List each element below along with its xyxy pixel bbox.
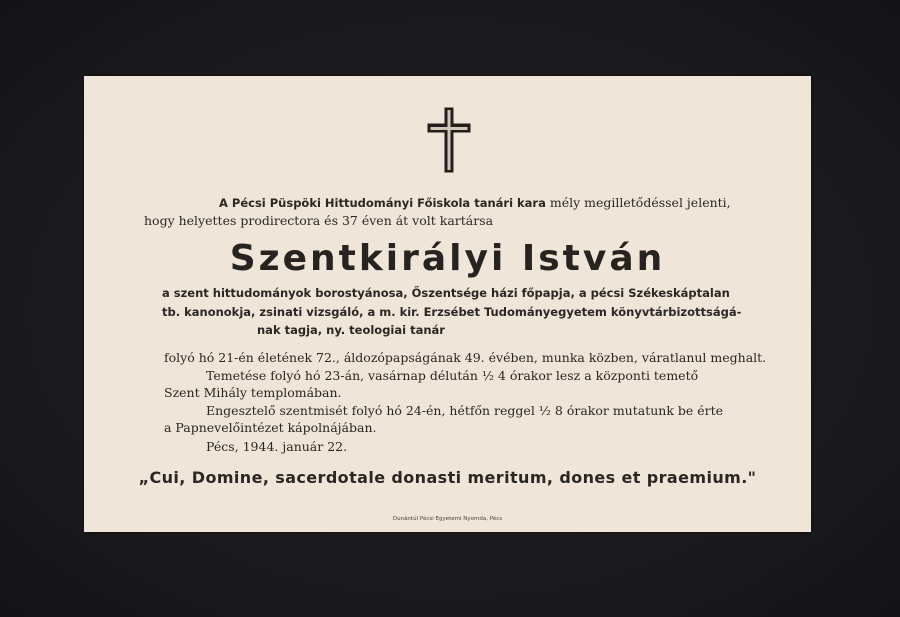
printer-imprint: Dunántúl Pécsi Egyetemi Nyomda, Pécs bbox=[392, 516, 503, 522]
death-announcement: folyó hó 21-én életének 72., áldozópapságának 49. évében, munka közben, váratlanul meghalt. bbox=[164, 350, 767, 365]
latin-cross-icon bbox=[426, 106, 472, 176]
intro-line-2: hogy helyettes prodirectora és 37 éven át volt kartársa bbox=[144, 213, 494, 228]
notice-date: Pécs, 1944. január 22. bbox=[206, 439, 348, 454]
intro-line-1-rest: mély megilletődéssel jelenti, bbox=[545, 195, 731, 210]
latin-quote: „Cui, Domine, sacerdotale donasti meritum, dones et praemium." bbox=[138, 468, 757, 487]
funeral-line-1: Temetése folyó hó 23-án, vasárnap délután ½ 4 órakor lesz a központi temető bbox=[206, 367, 699, 383]
titles-line-2: tb. kanonokja, zsinati vizsgáló, a m. kir. Erzsébet Tudományegyetem könyvtárbizottságá- bbox=[162, 304, 742, 319]
intro-text bbox=[144, 194, 764, 230]
notice-body bbox=[164, 349, 767, 437]
mass-line-1: Engesztelő szentmisét folyó hó 24-én, hétfőn reggel ½ 8 órakor mutatunk be érte bbox=[206, 402, 724, 418]
titles-line-3: nak tagja, ny. teologiai tanár bbox=[257, 323, 445, 337]
titles-line-1: a szent hittudományok borostyánosa, Őszentsége házi főpapja, a pécsi Székeskáptalan bbox=[162, 286, 730, 300]
death-notice-sheet bbox=[84, 76, 811, 532]
mass-line-2: a Papnevelőintézet kápolnájában. bbox=[164, 420, 377, 435]
faculty-name: A Pécsi Püspöki Hittudományi Főiskola tanári kara bbox=[219, 196, 546, 210]
intro-line-1 bbox=[144, 194, 764, 212]
funeral-line-2: Szent Mihály templomában. bbox=[164, 385, 342, 400]
deceased-titles bbox=[162, 284, 742, 340]
deceased-name: Szentkirályi István bbox=[229, 238, 666, 279]
